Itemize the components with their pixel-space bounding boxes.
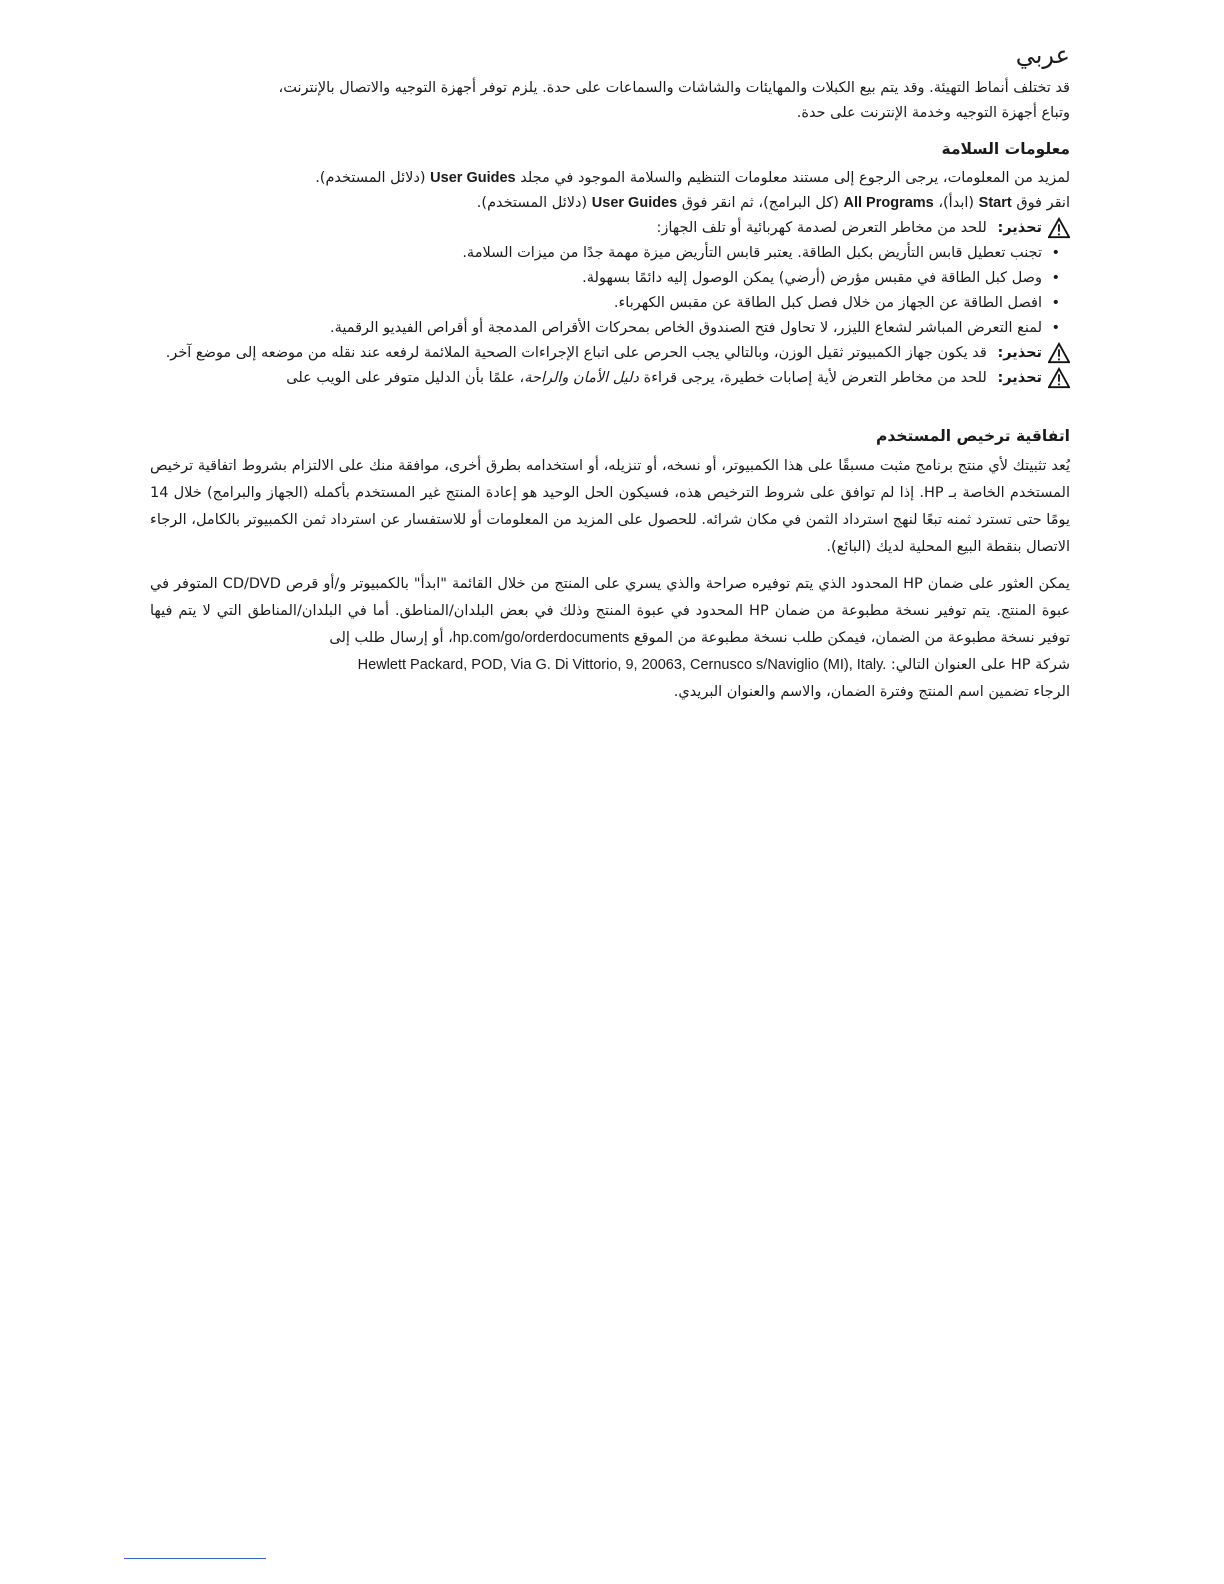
license-paragraph-1: يُعد تثبيتك لأي منتج برنامج مثبت مسبقًا على هذا الكمبيوتر، أو نسخه، أو تنزيله، أو استخدامه بطرق أخرى، موافقة منك على الالتزام بشروط اتفاقية ترخيص المستخدم الخاصة بـ HP. إذا لم توافق على شروط الترخيص هذه، فسيكون الحل الوحيد هو إعادة المنتج غير المستخدم بأكمله (الجهاز والبرامج) خلال 14 يومًا حتى تسترد ثمنه تبعًا لنهج استرداد الثمن في مكان شرائه. للحصول على المزيد من المعلومات أو للاستفسار عن استرداد ثمن الكمبيوتر بالكامل، الرجاء الاتصال بنقطة البيع المحلية لديك (البائع). (150, 458, 1070, 555)
list-item: • افصل الطاقة عن الجهاز من خلال فصل كبل الطاقة عن مقبس الكهرباء. (150, 291, 1042, 316)
list-item: • وصل كبل الطاقة في مقبس مؤرض (أرضي) يمكن الوصول إليه دائمًا بسهولة. (150, 266, 1042, 291)
start-term-ar: (ابدأ)، (938, 195, 975, 211)
all-programs-term: All Programs (843, 195, 934, 211)
mailing-address: Hewlett Packard, POD, Via G. Di Vittorio, 9, 20063, Cernusco s/Naviglio (MI), Italy. (357, 657, 887, 673)
warning-text: للحد من مخاطر التعرض لأية إصابات خطيرة، يرجى قراءة (643, 370, 987, 386)
list-item: • لمنع التعرض المباشر لشعاع الليزر، لا تحاول فتح الصندوق الخاص بمحركات الأقراص المدمجة أو أقراص الفيديو الرقمية. (150, 316, 1042, 341)
safety-guide-title: دليل الأمان والراحة (524, 370, 640, 386)
intro-line-2: وتباع أجهزة التوجيه وخدمة الإنترنت على حدة. (796, 105, 1070, 121)
safety-line-2 (150, 191, 1070, 216)
safety-heading: معلومات السلامة (941, 140, 1070, 158)
warning-text: قد يكون جهاز الكمبيوتر ثقيل الوزن، وبالتالي يجب الحرص على اتباع الإجراءات الصحية الملائمة لرفعه عند نقله من موضعه إلى موضع آخر. (165, 345, 987, 361)
all-programs-term-ar: (كل البرامج)، ثم انقر فوق (681, 195, 839, 211)
license-paragraph-2 (150, 571, 1070, 652)
include-info-line: الرجاء تضمين اسم المنتج وفترة الضمان، والاسم والعنوان البريدي. (673, 684, 1070, 700)
safety-line-1 (150, 166, 1070, 191)
warning-label: تحذير: (997, 345, 1042, 361)
warning-triangle-icon (1048, 367, 1070, 389)
intro-line-1: قد تختلف أنماط التهيئة. وقد يتم بيع الكبلات والمهايئات والشاشات والسماعات على حدة. يلزم توفر أجهزة التوجيه والاتصال بالإنترنت، (278, 80, 1070, 96)
warning-electric (150, 216, 1070, 241)
warning-text: للحد من مخاطر التعرض لصدمة كهربائية أو تلف الجهاز: (656, 220, 987, 236)
safety-bullet-list (150, 241, 1070, 341)
list-item: • تجنب تعطيل قابس التأريض بكبل الطاقة. يعتبر قابس التأريض ميزة مهمة جدًا من ميزات السلامة. (150, 241, 1042, 266)
safety-line-2-suffix: (دلائل المستخدم). (476, 195, 588, 211)
safety-line-1-text: لمزيد من المعلومات، يرجى الرجوع إلى مستند معلومات التنظيم والسلامة الموجود في مجلد (520, 170, 1070, 186)
warranty-text: يمكن العثور على ضمان HP المحدود الذي يتم توفيره صراحة والذي يسري على المنتج من خلال القائمة "ابدأ" بالكمبيوتر و/أو قرص CD/DVD المتوفر في عبوة المنتج. يتم توفير نسخة مطبوعة من ضمان HP المحدود في عبوة المنتج وذلك في بعض البلدان/المناطق. أما في البلدان/المناطق التي لا يتم فيها توفير نسخة مطبوعة من الضمان، فيمكن طلب نسخة مطبوعة من الموقع (150, 576, 1070, 646)
address-line (150, 652, 1070, 679)
warning-weight (150, 341, 1070, 366)
document-page (150, 40, 1070, 706)
warning-triangle-icon (1048, 342, 1070, 364)
order-documents-link[interactable]: hp.com/go/orderdocuments (452, 630, 630, 646)
start-term: Start (978, 195, 1012, 211)
user-guides-term-2: User Guides (591, 195, 678, 211)
warning-text-suffix: ، علمًا بأن الدليل متوفر على الويب على (286, 370, 525, 386)
safety-line-2-text: انقر فوق (1016, 195, 1070, 211)
license-heading: اتفاقية ترخيص المستخدم (876, 427, 1070, 445)
footnote-divider (124, 1558, 266, 1559)
user-guides-term: User Guides (430, 170, 516, 186)
language-title: عربي (1015, 41, 1070, 69)
warning-injury (150, 366, 1070, 391)
warning-triangle-icon (1048, 217, 1070, 239)
warranty-text-2: ، أو إرسال طلب إلى (329, 630, 453, 646)
warning-label: تحذير: (997, 220, 1042, 236)
address-intro: شركة HP على العنوان التالي: (890, 657, 1070, 673)
safety-line-1-suffix: (دلائل المستخدم). (315, 170, 426, 186)
warning-label: تحذير: (997, 370, 1042, 386)
